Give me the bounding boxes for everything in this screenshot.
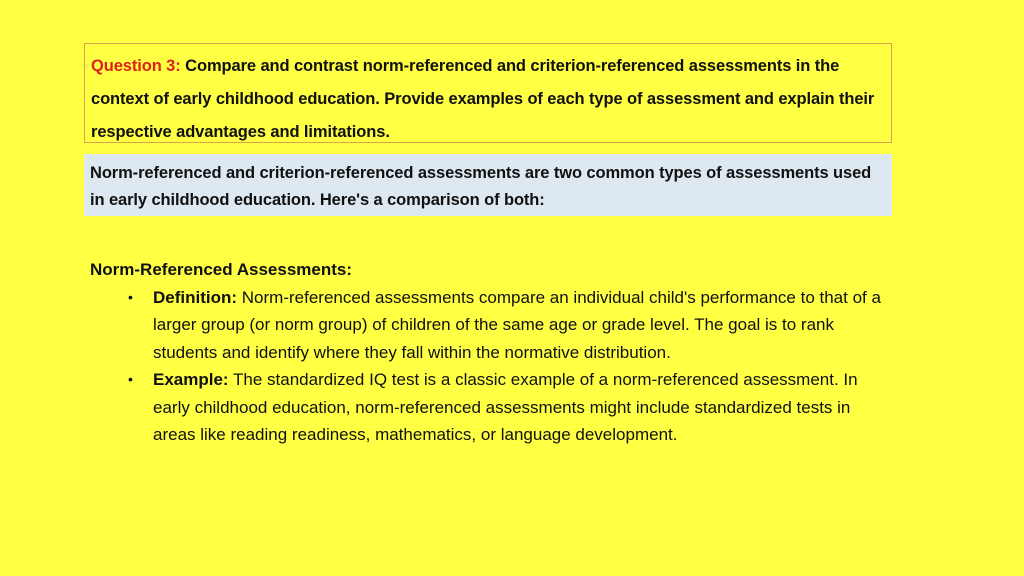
question-text: Compare and contrast norm-referenced and criterion-referenced assessments in the context of early childhood education. Provide examples of each type of assessment and explain their respective advantages and limitations.	[91, 57, 875, 141]
example-term: Example:	[153, 370, 229, 389]
list-item-example	[90, 366, 890, 449]
answer-intro: Norm-referenced and criterion-referenced assessments are two common types of assessments used in early childhood education. Here's a comparison of both:	[84, 154, 892, 216]
bullet-icon: •	[128, 288, 133, 305]
example-text: The standardized IQ test is a classic example of a norm-referenced assessment. In early childhood education, norm-referenced assessments might include standardized tests in areas like reading readiness, mathematics, or language development.	[153, 370, 858, 444]
definition-term: Definition:	[153, 287, 238, 307]
definition-text: Norm-referenced assessments compare an individual child's performance to that of a larger group (or norm group) of children of the same age or grade level. The goal is to rank students and identify where they fall within the normative distribution.	[153, 287, 881, 362]
question-label: Question 3:	[91, 57, 181, 75]
norm-referenced-section	[90, 256, 890, 449]
question-box	[84, 43, 892, 143]
section-heading: Norm-Referenced Assessments:	[90, 260, 353, 279]
bullet-icon: •	[128, 371, 133, 387]
list-item-definition	[90, 284, 890, 367]
points-list	[90, 284, 890, 449]
